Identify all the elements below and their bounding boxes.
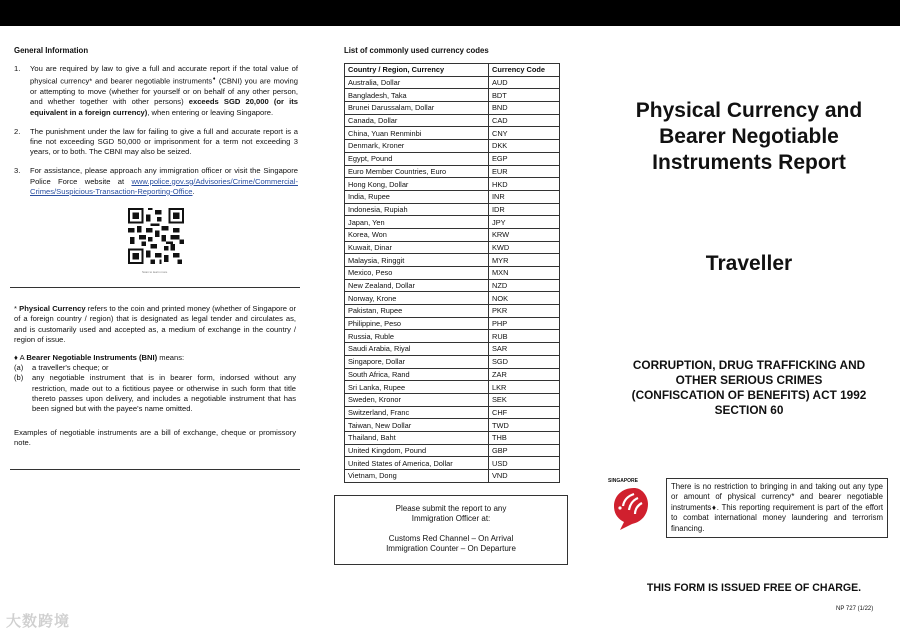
column-header-country: Country / Region, Currency <box>345 64 489 77</box>
submit-instructions-box <box>334 495 568 565</box>
title-line: Physical Currency and <box>635 99 863 122</box>
bni-term: Bearer Negotiable Instruments (BNI) <box>26 352 158 362</box>
item-number: 3. <box>14 166 21 176</box>
text-segment: For assistance, please approach any immigration officer or visit the Singapore Police Force website at <box>30 166 298 186</box>
country-currency-cell: Thailand, Baht <box>345 431 489 444</box>
table-header-row <box>345 64 560 77</box>
red-channel-line: Customs Red Channel – On Arrival <box>388 534 514 544</box>
currency-code-cell: RUB <box>489 330 560 343</box>
country-currency-cell: Mexico, Peso <box>345 267 489 280</box>
general-information-panel <box>10 46 300 470</box>
currency-code-cell: KWD <box>489 241 560 254</box>
currency-code-cell: NZD <box>489 279 560 292</box>
singapore-logo <box>604 478 662 537</box>
report-title <box>604 98 894 176</box>
table-row <box>345 470 560 483</box>
general-information-heading: General Information <box>14 46 89 55</box>
bni-symbol: ♦ <box>212 76 217 83</box>
currency-code-cell: AUD <box>489 76 560 89</box>
info-item-text <box>30 64 300 118</box>
currency-code-cell: DKK <box>489 140 560 153</box>
sub-item-label: (b) <box>14 373 24 383</box>
bni-sub-item-b <box>14 373 296 414</box>
currency-code-cell: CHF <box>489 406 560 419</box>
currency-code-cell: LKR <box>489 381 560 394</box>
currency-list-heading: List of commonly used currency codes <box>344 46 489 55</box>
currency-code-cell: PHP <box>489 317 560 330</box>
currency-code-cell: CNY <box>489 127 560 140</box>
info-item-1 <box>10 64 300 118</box>
table-row <box>345 393 560 406</box>
country-currency-cell: Taiwan, New Dollar <box>345 419 489 432</box>
cover-panel <box>604 46 894 594</box>
currency-code-cell: MXN <box>489 267 560 280</box>
police-website-link[interactable]: www.police.gov.sg/Advisories/Crime/Commercial-Crimes/Suspicious-Transaction-Reporting-Office <box>30 176 298 196</box>
currency-code-cell: BND <box>489 102 560 115</box>
title-line: Instruments Report <box>652 151 846 174</box>
currency-codes-panel <box>334 46 572 565</box>
text-segment: . <box>192 186 195 196</box>
info-item-text: The punishment under the law for failing to give a full and accurate report is a fine not exceeding SGD 50,000 or imprisonment for a term not exceeding 3 years, or to both. The CBNI may also be seized. <box>30 126 298 157</box>
bni-definition <box>14 353 296 414</box>
currency-code-cell: KRW <box>489 228 560 241</box>
currency-code-cell: EGP <box>489 152 560 165</box>
definition-text: means: <box>157 352 185 362</box>
country-currency-cell: Brunei Darussalam, Dollar <box>345 102 489 115</box>
act-line: (CONFISCATION OF BENEFITS) ACT 1992 <box>631 388 867 402</box>
section-divider <box>10 287 300 288</box>
asterisk-mark: * <box>14 304 20 314</box>
logo-and-notice-row <box>604 478 894 538</box>
country-currency-cell: Denmark, Kroner <box>345 140 489 153</box>
free-of-charge-notice: THIS FORM IS ISSUED FREE OF CHARGE. <box>646 582 862 595</box>
currency-code-cell: EUR <box>489 165 560 178</box>
restriction-notice-box: There is no restriction to bringing in and taking out any type or amount of physical currency* and bearer negotiable instruments♦. This reporting requirement is part of the effort to combat international money laundering and terrorism financing. <box>666 478 888 538</box>
table-row <box>345 368 560 381</box>
currency-code-cell: INR <box>489 190 560 203</box>
country-currency-cell: South Africa, Rand <box>345 368 489 381</box>
currency-code-cell: VND <box>489 470 560 483</box>
watermark-text: 大数跨境 <box>6 613 71 630</box>
definitions-notes <box>10 304 300 448</box>
country-currency-cell: New Zealand, Dollar <box>345 279 489 292</box>
table-row <box>345 406 560 419</box>
country-currency-cell: Hong Kong, Dollar <box>345 178 489 191</box>
currency-code-cell: THB <box>489 431 560 444</box>
table-row <box>345 228 560 241</box>
country-currency-cell: Norway, Krone <box>345 292 489 305</box>
table-row <box>345 190 560 203</box>
country-currency-cell: Euro Member Countries, Euro <box>345 165 489 178</box>
currency-code-cell: MYR <box>489 254 560 267</box>
section-divider <box>10 469 300 470</box>
submit-line: Please submit the report to any <box>395 503 507 513</box>
table-row <box>345 89 560 102</box>
country-currency-cell: Indonesia, Rupiah <box>345 203 489 216</box>
country-currency-cell: Australia, Dollar <box>345 76 489 89</box>
table-row <box>345 305 560 318</box>
country-currency-cell: China, Yuan Renminbi <box>345 127 489 140</box>
country-currency-cell: Korea, Won <box>345 228 489 241</box>
table-row <box>345 241 560 254</box>
currency-code-cell: BDT <box>489 89 560 102</box>
table-row <box>345 444 560 457</box>
currency-code-cell: CAD <box>489 114 560 127</box>
text-segment: (CBNI) you are moving or attempting to move (whether for yourself or on behalf of any other person, and whether together with other persons) <box>30 76 299 107</box>
table-row <box>345 431 560 444</box>
country-currency-cell: Sweden, Kronor <box>345 393 489 406</box>
act-reference <box>604 358 894 418</box>
country-currency-cell: Japan, Yen <box>345 216 489 229</box>
country-currency-cell: Vietnam, Dong <box>345 470 489 483</box>
item-number: 1. <box>14 64 21 74</box>
country-currency-cell: Canada, Dollar <box>345 114 489 127</box>
country-currency-cell: Kuwait, Dinar <box>345 241 489 254</box>
examples-text: Examples of negotiable instruments are a bill of exchange, cheque or promissory note. <box>14 428 296 448</box>
currency-code-cell: SAR <box>489 343 560 356</box>
table-row <box>345 330 560 343</box>
currency-table-body <box>345 76 560 482</box>
lion-head-icon <box>604 484 656 532</box>
country-currency-cell: Malaysia, Ringgit <box>345 254 489 267</box>
country-currency-cell: Singapore, Dollar <box>345 355 489 368</box>
sub-item-text: a traveller's cheque; or <box>32 363 109 373</box>
table-row <box>345 127 560 140</box>
act-line: SECTION 60 <box>714 403 784 417</box>
table-row <box>345 457 560 470</box>
top-black-bar <box>0 0 900 26</box>
immigration-counter-line: Immigration Counter – On Departure <box>386 544 516 554</box>
currency-code-cell: HKD <box>489 178 560 191</box>
currency-codes-table <box>344 63 560 483</box>
table-row <box>345 343 560 356</box>
threshold-bold-text: exceeds SGD 20,000 (or its equivalent in a foreign currency) <box>30 97 298 117</box>
table-row <box>345 216 560 229</box>
act-line: CORRUPTION, DRUG TRAFFICKING AND <box>632 358 866 372</box>
table-row <box>345 355 560 368</box>
info-item-2 <box>10 127 300 158</box>
definition-text: refers to the coin and printed money (whether of Singapore or of a foreign country / region) that is designated as legal tender and circulates as, and is customarily used and accepted as, a medium of exchange in the country / region of issue. <box>14 304 296 344</box>
country-currency-cell: Sri Lanka, Rupee <box>345 381 489 394</box>
table-row <box>345 317 560 330</box>
form-number: NP 727 (1/22) <box>836 606 874 612</box>
table-row <box>345 165 560 178</box>
info-item-3 <box>10 166 300 197</box>
info-item-text <box>30 166 300 197</box>
physical-currency-definition <box>14 304 296 345</box>
currency-code-cell: IDR <box>489 203 560 216</box>
table-row <box>345 114 560 127</box>
table-row <box>345 140 560 153</box>
country-currency-cell: Philippine, Peso <box>345 317 489 330</box>
table-row <box>345 267 560 280</box>
table-row <box>345 279 560 292</box>
country-currency-cell: Russia, Ruble <box>345 330 489 343</box>
country-currency-cell: Saudi Arabia, Riyal <box>345 343 489 356</box>
physical-currency-term: Physical Currency <box>19 304 86 314</box>
text-segment: You are required by law to give a full and accurate report if the total value of physical currency* and bearer negotiable instruments <box>30 64 298 86</box>
text-segment: , when entering or leaving Singapore. <box>147 107 274 117</box>
column-header-code: Currency Code <box>489 64 560 77</box>
table-row <box>345 152 560 165</box>
table-row <box>345 178 560 191</box>
submit-line: Immigration Officer at: <box>411 513 491 523</box>
qr-caption: Scan to learn more <box>142 270 168 275</box>
table-row <box>345 203 560 216</box>
table-row <box>345 419 560 432</box>
act-line: OTHER SERIOUS CRIMES <box>675 373 823 387</box>
currency-code-cell: NOK <box>489 292 560 305</box>
currency-code-cell: ZAR <box>489 368 560 381</box>
sub-item-label: (a) <box>14 363 24 373</box>
item-number: 2. <box>14 126 21 136</box>
table-row <box>345 292 560 305</box>
table-row <box>345 254 560 267</box>
country-currency-cell: Switzerland, Franc <box>345 406 489 419</box>
traveller-subtitle: Traveller <box>705 252 793 275</box>
table-row <box>345 381 560 394</box>
country-currency-cell: India, Rupee <box>345 190 489 203</box>
currency-code-cell: SEK <box>489 393 560 406</box>
bni-symbol: ♦ A <box>14 352 27 362</box>
table-row <box>345 102 560 115</box>
country-currency-cell: Egypt, Pound <box>345 152 489 165</box>
sub-item-text: any negotiable instrument that is in bearer form, indorsed without any restriction, made out to a fictitious payee or otherwise in such form that title thereto passes upon delivery, and includes a negotiable instrument that has been signed but with the payee's name omitted. <box>32 373 296 413</box>
currency-code-cell: PKR <box>489 305 560 318</box>
currency-code-cell: USD <box>489 457 560 470</box>
currency-code-cell: SGD <box>489 355 560 368</box>
country-currency-cell: Pakistan, Rupee <box>345 305 489 318</box>
bni-sub-item-a <box>14 363 296 373</box>
country-currency-cell: United Kingdom, Pound <box>345 444 489 457</box>
currency-code-cell: GBP <box>489 444 560 457</box>
country-currency-cell: United States of America, Dollar <box>345 457 489 470</box>
country-currency-cell: Bangladesh, Taka <box>345 89 489 102</box>
title-line: Bearer Negotiable <box>659 125 839 148</box>
table-row <box>345 76 560 89</box>
currency-code-cell: TWD <box>489 419 560 432</box>
qr-code-icon[interactable] <box>128 208 184 264</box>
singapore-logo-text: SINGAPORE <box>608 478 639 484</box>
currency-code-cell: JPY <box>489 216 560 229</box>
